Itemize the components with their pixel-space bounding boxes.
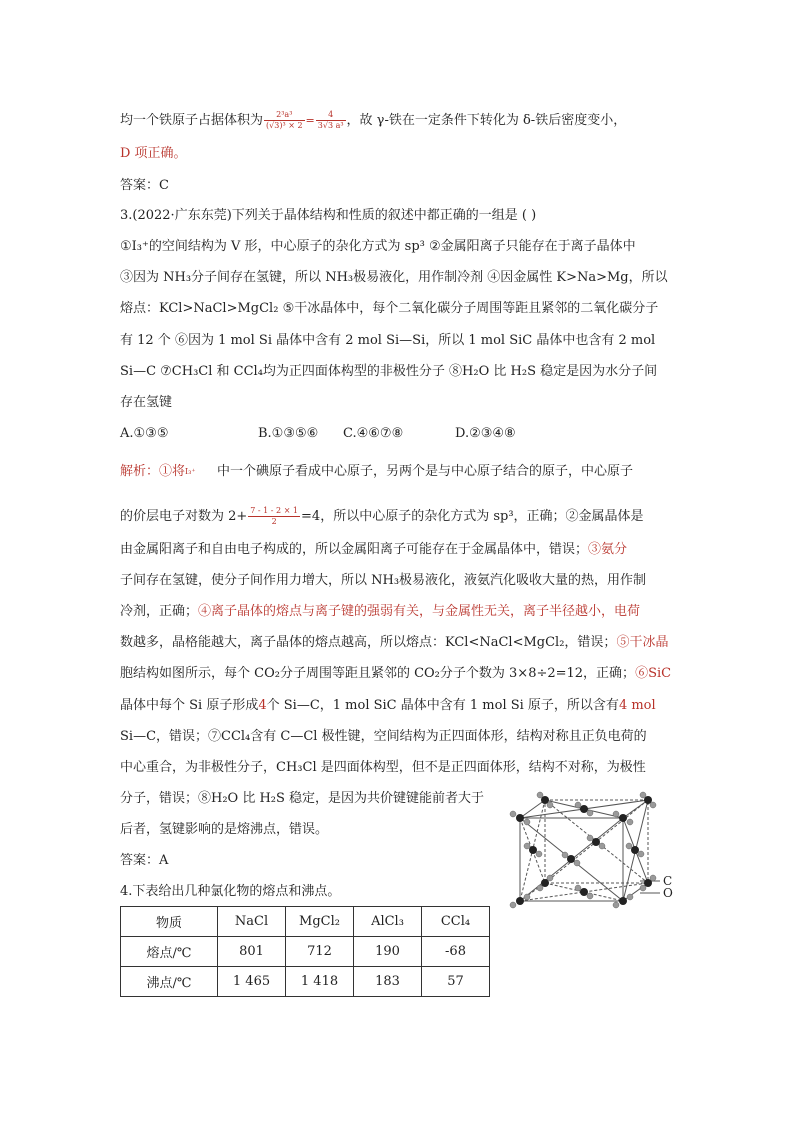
explanation-line-12: 后者，氢键影响的是熔沸点，错误。 — [120, 822, 329, 837]
explanation-line-10: 中心重合，为非极性分子，CH₃Cl 是四面体构型，但不是正四面体形，结构不对称，为极性 — [120, 760, 646, 775]
option-c: C.④⑥⑦⑧ — [343, 426, 404, 441]
table-cell: 1 465 — [218, 967, 286, 997]
solution-line-2: D 项正确。 — [120, 146, 187, 161]
table-cell: 712 — [286, 937, 354, 967]
explanation-line-11: 分子，错误；⑧H₂O 比 H₂S 稳定，是因为共价键键能前者大于 — [120, 791, 485, 806]
explanation-line-9: Si—C，错误；⑦CCl₄含有 C—Cl 极性键，空间结构为正四面体形，结构对称且正负电荷的 — [120, 729, 647, 744]
table-header-cell: 物质 — [121, 907, 218, 937]
table-header-cell: AlCl₃ — [354, 907, 422, 937]
carbon-label: C — [663, 874, 673, 888]
table-cell: -68 — [422, 937, 490, 967]
question-4-stem: 4.下表给出几种氯化物的熔点和沸点。 — [120, 884, 341, 899]
table-cell: 183 — [354, 967, 422, 997]
question-3-item-line-4: 有 12 个 ⑥因为 1 mol Si 晶体中含有 2 mol Si—Si，所以 1 mol SiC 晶体中也含有 2 mol — [120, 333, 656, 348]
solution-line-1: 均一个铁原子占据体积为 $\frac{\text{2³a³}}{\text{(√3)³ × 2}}$ = $\frac{4}{\text{3√3 a³}}$ ，故 γ-铁在一定条件下转化为 δ-铁后密度变小， — [120, 110, 627, 130]
question-3-item-line-3: 熔点：KCl>NaCl>MgCl₂ ⑤干冰晶体中，每个二氧化碳分子周围等距且紧邻的二氧化碳分子 — [120, 301, 659, 316]
answer-2: 答案：A — [120, 853, 169, 868]
option-a: A.①③⑤ — [120, 426, 169, 441]
explanation-line-3: 由金属阳离子和自由电子构成的，所以金属阳离子可能存在于金属晶体中，错误；③氨分 — [120, 542, 628, 557]
table-header-cell: NaCl — [218, 907, 286, 937]
table-cell: 沸点/℃ — [121, 967, 218, 997]
explanation-line-1: 解析：①将I₃⁺ 中一个碘原子看成中心原子，另两个是与中心原子结合的原子，中心原子 — [120, 464, 634, 479]
question-3-item-line-6: 存在氢键 — [120, 395, 173, 410]
explanation-line-2: 的价层电子对数为 2+ $\frac{7 - 1 - 2 \times 1}{2}$ =4，所以中心原子的杂化方式为 sp³，正确；②金属晶体是 — [120, 506, 644, 526]
option-b: B.①③⑤⑥ — [258, 426, 319, 441]
table-header-cell: CCl₄ — [422, 907, 490, 937]
table-cell: 801 — [218, 937, 286, 967]
table-cell: 190 — [354, 937, 422, 967]
oxygen-label: O — [663, 886, 673, 900]
table-row — [121, 937, 490, 967]
answer-1: 答案：C — [120, 178, 169, 193]
question-3-item-line-1: ①I₃⁺的空间结构为 V 形，中心原子的杂化方式为 sp³ ②金属阳离子只能存在于离子晶体中 — [120, 239, 636, 254]
table-header-cell: MgCl₂ — [286, 907, 354, 937]
text: 均一个铁原子占据体积为 — [120, 113, 264, 128]
fraction-1: $\frac{\text{2³a³}}{\text{(√3)³ × 2}}$ — [266, 110, 303, 130]
explanation-line-8: 晶体中每个 Si 原子形成4个 Si—C，1 mol SiC 晶体中含有 1 mol Si 原子，所以含有4 mol — [120, 698, 656, 713]
table-cell: 57 — [422, 967, 490, 997]
question-3-item-line-5: Si—C ⑦CH₃Cl 和 CCl₄均为正四面体构型的非极性分子 ⑧H₂O 比 H₂S 稳定是因为水分子间 — [120, 364, 658, 379]
explanation-line-5: 冷剂，正确；④离子晶体的熔点与离子键的强弱有关，与金属性无关，离子半径越小，电荷 — [120, 604, 641, 619]
question-3-item-line-2: ③因为 NH₃分子间存在氢键，所以 NH₃极易液化，用作制冷剂 ④因金属性 K>Na>Mg，所以 — [120, 270, 668, 285]
explanation-line-6: 数越多，晶格能越大，离子晶体的熔点越高，所以熔点：KCl<NaCl<MgCl₂，错误；⑤干冰晶 — [120, 635, 669, 650]
option-d: D.②③④⑧ — [455, 426, 516, 441]
explanation-line-4: 子间存在氢键，使分子间作用力增大，所以 NH₃极易液化，液氨汽化吸收大量的热，用作制 — [120, 573, 647, 588]
fraction-2: $\frac{4}{\text{3√3 a³}}$ — [317, 110, 344, 130]
explanation-line-7: 胞结构如图所示，每个 CO₂分子周围等距且紧邻的 CO₂分子个数为 3×8÷2=12，正确；⑥SiC — [120, 666, 672, 681]
question-3-stem: 3.(2022·广东东莞)下列关于晶体结构和性质的叙述中都正确的一组是 ( ) — [120, 208, 537, 223]
dry-ice-unit-cell-figure — [500, 780, 690, 920]
table-cell: 1 418 — [286, 967, 354, 997]
table-cell: 熔点/℃ — [121, 937, 218, 967]
chloride-properties-table — [120, 906, 490, 997]
fraction-3: $\frac{7 - 1 - 2 \times 1}{2}$ — [250, 506, 299, 526]
table-header-row — [121, 907, 490, 937]
table-row — [121, 967, 490, 997]
